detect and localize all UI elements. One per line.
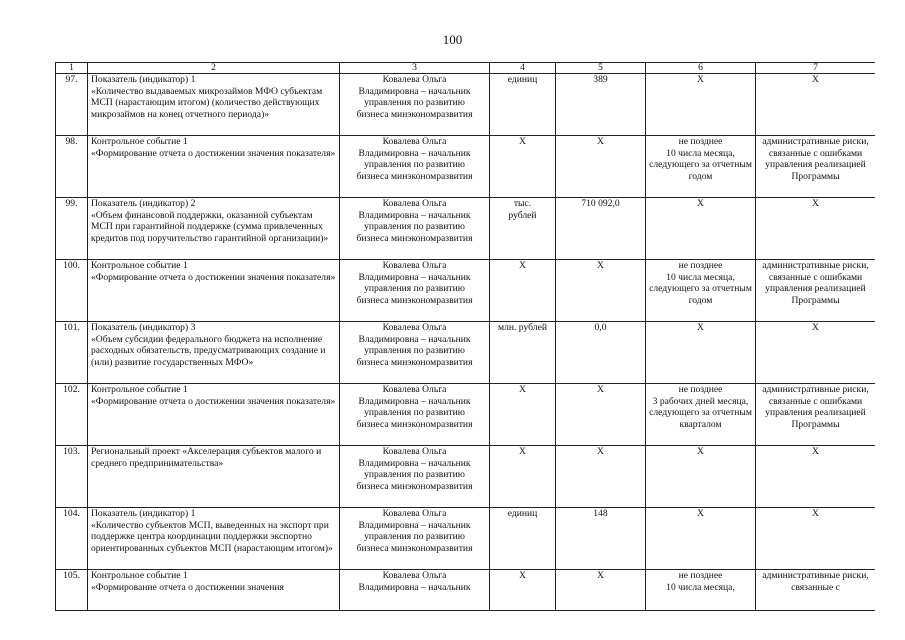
row-number-cell xyxy=(56,260,88,322)
row-risks-cell xyxy=(756,198,876,260)
row-deadline-cell-text: не позднее 10 числа месяца, следующего за отчетным годом xyxy=(649,260,752,306)
row-unit-cell xyxy=(490,198,556,260)
row-deadline-cell xyxy=(646,322,756,384)
header-cell-7: 7 xyxy=(756,63,876,74)
row-responsible-cell xyxy=(340,260,490,322)
row-deadline-cell xyxy=(646,136,756,198)
row-name-cell-text: Контрольное событие 1 «Формирование отчета о достижении значения показателя» xyxy=(91,260,336,283)
header-cell-3: 3 xyxy=(340,63,490,74)
row-value-cell-text: Х xyxy=(597,136,604,147)
table-row xyxy=(56,136,876,198)
row-risks-cell-text: Х xyxy=(812,446,819,457)
row-risks-cell xyxy=(756,322,876,384)
table-row xyxy=(56,198,876,260)
row-value-cell-text: Х xyxy=(597,446,604,457)
row-risks-cell-text: Х xyxy=(812,74,819,85)
row-name-cell-text: Показатель (индикатор) 2 «Объем финансовой поддержки, оказанной субъектам МСП при гарантийной поддержке (сумма привлеченных кредитов под поручительство гарантийной организации)» xyxy=(91,198,329,244)
row-risks-cell-text: административные риски, связанные с ошибками управления реализацией Программы xyxy=(762,136,869,182)
row-number-cell-text: 100. xyxy=(63,260,80,271)
table-row xyxy=(56,260,876,322)
row-value-cell xyxy=(556,198,646,260)
row-number-cell xyxy=(56,384,88,446)
row-value-cell xyxy=(556,508,646,570)
row-name-cell-text: Показатель (индикатор) 3 «Объем субсидии федерального бюджета на исполнение расходных обязательств, предусматривающих создание и (или) развитие государственных МФО» xyxy=(91,322,326,368)
row-risks-cell xyxy=(756,446,876,508)
row-unit-cell-text: Х xyxy=(519,260,526,271)
row-number-cell xyxy=(56,570,88,611)
row-unit-cell xyxy=(490,322,556,384)
header-cell-6: 6 xyxy=(646,63,756,74)
row-name-cell-text: Показатель (индикатор) 1 «Количество выдаваемых микрозаймов МФО субъектам МСП (нарастающим итогом) (количество действующих микрозаймов на конец отчетного периода)» xyxy=(91,74,323,120)
row-unit-cell xyxy=(490,136,556,198)
row-name-cell xyxy=(88,384,340,446)
row-number-cell xyxy=(56,508,88,570)
row-deadline-cell xyxy=(646,74,756,136)
row-value-cell-text: 0,0 xyxy=(594,322,607,333)
row-deadline-cell xyxy=(646,446,756,508)
table-row xyxy=(56,446,876,508)
row-unit-cell-text: Х xyxy=(519,570,526,581)
row-deadline-cell xyxy=(646,260,756,322)
row-value-cell xyxy=(556,384,646,446)
row-deadline-cell-text: Х xyxy=(697,198,704,209)
row-number-cell-text: 97. xyxy=(65,74,78,85)
row-risks-cell-text: административные риски, связанные с xyxy=(762,570,869,593)
row-number-cell-text: 103. xyxy=(63,446,80,457)
row-risks-cell xyxy=(756,570,876,611)
table-container xyxy=(55,62,875,640)
row-risks-cell xyxy=(756,260,876,322)
plan-table xyxy=(55,62,875,611)
row-deadline-cell-text: не позднее 3 рабочих дней месяца, следующего за отчетным кварталом xyxy=(649,384,752,430)
header-cell-4: 4 xyxy=(490,63,556,74)
row-deadline-cell xyxy=(646,384,756,446)
row-number-cell-text: 99. xyxy=(65,198,78,209)
row-responsible-cell-text: Ковалева Ольга Владимировна – начальник управления по развитию бизнеса минэкономразвития xyxy=(356,384,473,430)
row-deadline-cell-text: не позднее 10 числа месяца, следующего за отчетным годом xyxy=(649,136,752,182)
table-row xyxy=(56,384,876,446)
row-number-cell xyxy=(56,446,88,508)
row-value-cell xyxy=(556,446,646,508)
row-value-cell-text: 148 xyxy=(593,508,608,519)
row-value-cell-text: Х xyxy=(597,384,604,395)
row-number-cell xyxy=(56,136,88,198)
row-value-cell xyxy=(556,322,646,384)
row-risks-cell xyxy=(756,136,876,198)
row-name-cell xyxy=(88,260,340,322)
row-value-cell xyxy=(556,136,646,198)
row-responsible-cell-text: Ковалева Ольга Владимировна – начальник управления по развитию бизнеса минэкономразвития xyxy=(356,322,473,368)
table-body xyxy=(56,74,876,611)
row-name-cell xyxy=(88,570,340,611)
row-unit-cell xyxy=(490,260,556,322)
row-unit-cell-text: млн. рублей xyxy=(498,322,547,333)
table-row xyxy=(56,570,876,611)
row-deadline-cell xyxy=(646,198,756,260)
row-responsible-cell-text: Ковалева Ольга Владимировна – начальник xyxy=(358,570,471,593)
row-value-cell-text: Х xyxy=(597,570,604,581)
row-value-cell xyxy=(556,74,646,136)
row-value-cell-text: 389 xyxy=(593,74,608,85)
row-unit-cell-text: Х xyxy=(519,136,526,147)
row-number-cell-text: 98. xyxy=(65,136,78,147)
header-row xyxy=(56,63,876,74)
row-risks-cell-text: Х xyxy=(812,508,819,519)
row-deadline-cell xyxy=(646,570,756,611)
row-risks-cell-text: Х xyxy=(812,198,819,209)
row-responsible-cell-text: Ковалева Ольга Владимировна – начальник управления по развитию бизнеса минэкономразвития xyxy=(356,508,473,554)
row-value-cell xyxy=(556,570,646,611)
row-unit-cell-text: Х xyxy=(519,384,526,395)
row-name-cell xyxy=(88,322,340,384)
row-deadline-cell-text: не позднее 10 числа месяца, xyxy=(666,570,735,593)
row-responsible-cell xyxy=(340,136,490,198)
row-responsible-cell-text: Ковалева Ольга Владимировна – начальник управления по развитию бизнеса минэкономразвития xyxy=(356,260,473,306)
row-unit-cell-text: тыс. рублей xyxy=(508,198,537,221)
row-deadline-cell-text: Х xyxy=(697,508,704,519)
row-name-cell xyxy=(88,136,340,198)
row-number-cell xyxy=(56,74,88,136)
row-risks-cell xyxy=(756,74,876,136)
row-unit-cell xyxy=(490,508,556,570)
row-risks-cell xyxy=(756,384,876,446)
row-responsible-cell xyxy=(340,198,490,260)
row-unit-cell-text: единиц xyxy=(507,508,538,519)
table-row xyxy=(56,74,876,136)
row-number-cell-text: 104. xyxy=(63,508,80,519)
row-deadline-cell-text: Х xyxy=(697,74,704,85)
row-number-cell-text: 102. xyxy=(63,384,80,395)
row-name-cell-text: Контрольное событие 1 «Формирование отчета о достижении значения показателя» xyxy=(91,384,336,407)
row-responsible-cell-text: Ковалева Ольга Владимировна – начальник управления по развитию бизнеса минэкономразвития xyxy=(356,198,473,244)
row-responsible-cell xyxy=(340,570,490,611)
row-responsible-cell xyxy=(340,446,490,508)
row-deadline-cell xyxy=(646,508,756,570)
row-unit-cell-text: единиц xyxy=(507,74,538,85)
row-responsible-cell-text: Ковалева Ольга Владимировна – начальник управления по развитию бизнеса минэкономразвития xyxy=(356,446,473,492)
row-number-cell xyxy=(56,322,88,384)
row-responsible-cell xyxy=(340,322,490,384)
row-name-cell xyxy=(88,198,340,260)
row-responsible-cell xyxy=(340,74,490,136)
row-name-cell-text: Контрольное событие 1 «Формирование отчета о достижении значения xyxy=(91,570,284,593)
row-name-cell-text: Контрольное событие 1 «Формирование отчета о достижении значения показателя» xyxy=(91,136,336,159)
row-risks-cell-text: административные риски, связанные с ошибками управления реализацией Программы xyxy=(762,384,869,430)
row-name-cell-text: Показатель (индикатор) 1 «Количество субъектов МСП, выведенных на экспорт при поддержке центра координации поддержки экспортно ориентированных субъектов МСП (нарастающим итогом)» xyxy=(91,508,333,554)
row-unit-cell xyxy=(490,570,556,611)
row-number-cell xyxy=(56,198,88,260)
row-value-cell-text: 710 092,0 xyxy=(581,198,620,209)
row-number-cell-text: 105. xyxy=(63,570,80,581)
row-deadline-cell-text: Х xyxy=(697,446,704,457)
header-cell-2: 2 xyxy=(88,63,340,74)
table-row xyxy=(56,322,876,384)
row-risks-cell-text: административные риски, связанные с ошибками управления реализацией Программы xyxy=(762,260,869,306)
row-name-cell xyxy=(88,508,340,570)
row-risks-cell xyxy=(756,508,876,570)
row-responsible-cell-text: Ковалева Ольга Владимировна – начальник управления по развитию бизнеса минэкономразвития xyxy=(356,74,473,120)
row-unit-cell xyxy=(490,446,556,508)
header-cell-1: 1 xyxy=(56,63,88,74)
row-name-cell xyxy=(88,74,340,136)
row-value-cell xyxy=(556,260,646,322)
row-name-cell-text: Региональный проект «Акселерация субъектов малого и среднего предпринимательства» xyxy=(91,446,322,469)
row-name-cell xyxy=(88,446,340,508)
row-deadline-cell-text: Х xyxy=(697,322,704,333)
row-unit-cell xyxy=(490,384,556,446)
row-risks-cell-text: Х xyxy=(812,322,819,333)
row-value-cell-text: Х xyxy=(597,260,604,271)
header-cell-5: 5 xyxy=(556,63,646,74)
row-responsible-cell-text: Ковалева Ольга Владимировна – начальник управления по развитию бизнеса минэкономразвития xyxy=(356,136,473,182)
row-unit-cell xyxy=(490,74,556,136)
row-unit-cell-text: Х xyxy=(519,446,526,457)
row-responsible-cell xyxy=(340,508,490,570)
row-responsible-cell xyxy=(340,384,490,446)
table-row xyxy=(56,508,876,570)
page-number: 100 xyxy=(442,32,463,47)
table-header xyxy=(56,63,876,74)
row-number-cell-text: 101. xyxy=(63,322,80,333)
